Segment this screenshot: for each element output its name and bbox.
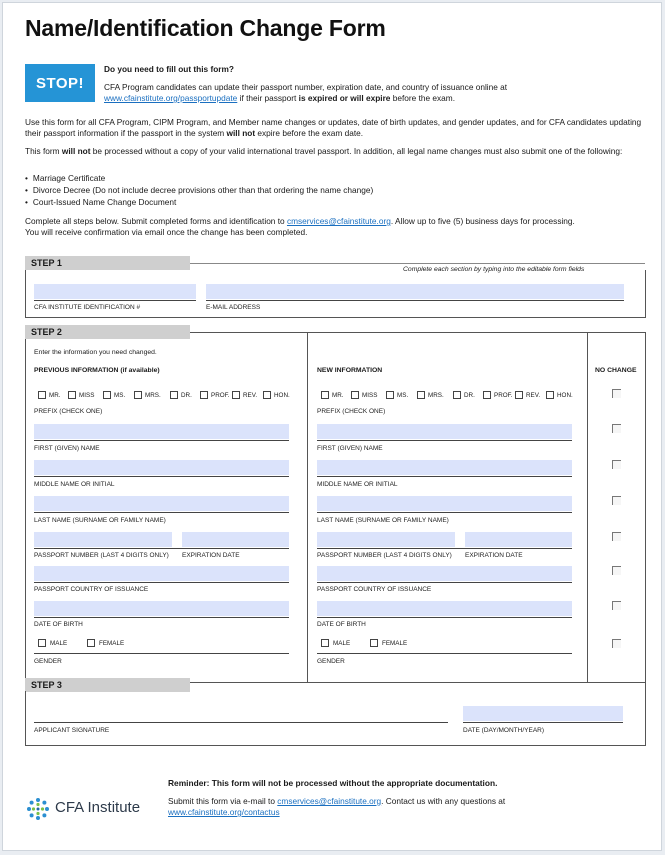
no-change-last-name-checkbox[interactable] [612, 496, 621, 505]
gender-label: GENDER [34, 658, 62, 665]
no-change-passport-checkbox[interactable] [612, 532, 621, 541]
page-title: Name/Identification Change Form [25, 15, 386, 41]
expiration-date-label: EXPIRATION DATE [182, 552, 240, 559]
step2-instruction: Enter the information you need changed. [34, 349, 157, 356]
prefix-label: PREFIX (CHECK ONE) [317, 408, 386, 415]
reminder-text: Reminder: This form will not be processed without the appropriate documentation. [168, 778, 498, 788]
new-prefix-checkbox-hon[interactable] [546, 391, 554, 399]
intro-paragraph-2: This form will not be processed without a copy of your valid international travel passport. In addition, all legal name changes must also submit one of the following: [25, 146, 623, 156]
prev-first-name-input[interactable] [34, 424, 289, 439]
step3-label: STEP 3 [25, 678, 190, 692]
step2-label: STEP 2 [25, 325, 190, 339]
new-middle-name-input[interactable] [317, 460, 572, 475]
bullet-item: • Court-Issued Name Change Document [25, 197, 176, 208]
prefix-option-label: MISS [79, 392, 95, 399]
prev-passport-country-input[interactable] [34, 566, 289, 581]
male-label: MALE [333, 640, 351, 647]
cfa-logo-icon [25, 796, 51, 822]
passport-number-label: PASSPORT NUMBER (LAST 4 DIGITS ONLY) [34, 552, 169, 559]
prefix-option-label: REV. [243, 392, 258, 399]
new-date-of-birth-input[interactable] [317, 601, 572, 616]
new-female-checkbox[interactable] [370, 639, 378, 647]
prev-prefix-checkbox-prof[interactable] [200, 391, 208, 399]
new-prefix-checkbox-mrs[interactable] [417, 391, 425, 399]
passport-update-link[interactable]: www.cfainstitute.org/passportupdate [104, 93, 238, 103]
prev-prefix-checkbox-rev[interactable] [232, 391, 240, 399]
footer-submit-text: Submit this form via e-mail to cmservices@cfainstitute.org. Contact us with any questions at www.cfainstitute.org/contactus [168, 796, 506, 817]
no-change-gender-checkbox[interactable] [612, 639, 621, 648]
prefix-option-label: PROF. [211, 392, 230, 399]
bullet-item: • Divorce Decree (Do not include decree provisions other than that ordering the name change) [25, 185, 373, 196]
cfa-id-input[interactable] [34, 284, 196, 299]
prefix-option-label: MRS. [145, 392, 161, 399]
contact-us-link[interactable]: www.cfainstitute.org/contactus [168, 807, 280, 817]
passport-number-label: PASSPORT NUMBER (LAST 4 DIGITS ONLY) [317, 552, 452, 559]
prefix-option-label: MR. [49, 392, 61, 399]
new-prefix-checkbox-mr[interactable] [321, 391, 329, 399]
prev-prefix-checkbox-ms[interactable] [103, 391, 111, 399]
prev-prefix-checkbox-mrs[interactable] [134, 391, 142, 399]
prev-expiration-date-input[interactable] [182, 532, 289, 547]
no-change-first-name-checkbox[interactable] [612, 424, 621, 433]
gender-label: GENDER [317, 658, 345, 665]
no-change-middle-name-checkbox[interactable] [612, 460, 621, 469]
prefix-option-label: HON. [274, 392, 290, 399]
bullet-item: • Marriage Certificate [25, 173, 105, 184]
no-change-header: NO CHANGE [595, 367, 637, 374]
signature-label: APPLICANT SIGNATURE [34, 727, 110, 734]
prev-last-name-input[interactable] [34, 496, 289, 511]
signature-line[interactable] [34, 722, 448, 723]
prev-prefix-checkbox-dr[interactable] [170, 391, 178, 399]
signature-date-input[interactable] [463, 706, 623, 721]
prefix-option-label: MR. [332, 392, 344, 399]
step1-rule [190, 263, 645, 264]
stop-question: Do you need to fill out this form? [104, 64, 234, 74]
new-male-checkbox[interactable] [321, 639, 329, 647]
prev-prefix-checkbox-hon[interactable] [263, 391, 271, 399]
form-page [2, 2, 662, 851]
new-info-header: NEW INFORMATION [317, 367, 383, 374]
prev-middle-name-input[interactable] [34, 460, 289, 475]
prev-passport-number-input[interactable] [34, 532, 172, 547]
expiration-date-label: EXPIRATION DATE [465, 552, 523, 559]
new-prefix-checkbox-miss[interactable] [351, 391, 359, 399]
male-label: MALE [50, 640, 68, 647]
new-first-name-input[interactable] [317, 424, 572, 439]
prefix-option-label: HON. [557, 392, 573, 399]
intro-paragraph-3: Complete all steps below. Submit completed forms and identification to cmservices@cfainstitute.org. Allow up to five (5) business days for processing. You will receive confirmation via email once the change has been completed. [25, 216, 575, 237]
prefix-option-label: MS. [397, 392, 409, 399]
passport-country-label: PASSPORT COUNTRY OF ISSUANCE [317, 586, 432, 593]
email-label: E-MAIL ADDRESS [206, 304, 261, 311]
last-name-label: LAST NAME (SURNAME OR FAMILY NAME) [34, 517, 166, 524]
prev-prefix-checkbox-miss[interactable] [68, 391, 76, 399]
date-of-birth-label: DATE OF BIRTH [34, 621, 83, 628]
new-expiration-date-input[interactable] [465, 532, 572, 547]
cfa-institute-logo-text: CFA Institute [55, 799, 141, 816]
middle-name-label: MIDDLE NAME OR INITIAL [34, 481, 115, 488]
no-change-country-checkbox[interactable] [612, 566, 621, 575]
new-prefix-checkbox-prof[interactable] [483, 391, 491, 399]
female-label: FEMALE [99, 640, 125, 647]
email-input[interactable] [206, 284, 624, 299]
prefix-label: PREFIX (CHECK ONE) [34, 408, 103, 415]
prefix-option-label: REV. [526, 392, 541, 399]
no-change-dob-checkbox[interactable] [612, 601, 621, 610]
prefix-option-label: DR. [181, 392, 192, 399]
footer-email-link[interactable]: cmservices@cfainstitute.org [277, 796, 382, 806]
stop-text: CFA Program candidates can update their passport number, expiration date, and country of issuance online at www.cfainstitute.org/passportupdate if their passport is expired or will expire before the exam. [104, 82, 508, 103]
first-name-label: FIRST (GIVEN) NAME [34, 445, 100, 452]
no-change-prefix-checkbox[interactable] [612, 389, 621, 398]
middle-name-label: MIDDLE NAME OR INITIAL [317, 481, 398, 488]
date-label: DATE (DAY/MONTH/YEAR) [463, 727, 545, 734]
step1-note: Complete each section by typing into the editable form fields [403, 266, 585, 273]
female-label: FEMALE [382, 640, 408, 647]
prefix-option-label: MS. [114, 392, 126, 399]
last-name-label: LAST NAME (SURNAME OR FAMILY NAME) [317, 517, 449, 524]
previous-info-header: PREVIOUS INFORMATION (if available) [34, 367, 160, 374]
new-last-name-input[interactable] [317, 496, 572, 511]
date-of-birth-label: DATE OF BIRTH [317, 621, 366, 628]
new-passport-number-input[interactable] [317, 532, 455, 547]
new-passport-country-input[interactable] [317, 566, 572, 581]
prefix-option-label: DR. [464, 392, 475, 399]
new-prefix-checkbox-rev[interactable] [515, 391, 523, 399]
prefix-option-label: MRS. [428, 392, 444, 399]
prev-prefix-checkbox-mr[interactable] [38, 391, 46, 399]
first-name-label: FIRST (GIVEN) NAME [317, 445, 383, 452]
prefix-option-label: PROF. [494, 392, 513, 399]
prev-date-of-birth-input[interactable] [34, 601, 289, 616]
step1-label: STEP 1 [25, 256, 190, 270]
prev-female-checkbox[interactable] [87, 639, 95, 647]
intro-paragraph-1: Use this form for all CFA Program, CIPM Program, and Member name changes or updates, date of birth updates, and gender updates, and for CFA candidates updating their passport information if the passport in the system will not expire before the exam date. [25, 117, 642, 138]
passport-country-label: PASSPORT COUNTRY OF ISSUANCE [34, 586, 149, 593]
stop-badge: STOP! [25, 64, 95, 102]
cmservices-email-link[interactable]: cmservices@cfainstitute.org [286, 216, 391, 226]
new-prefix-checkbox-dr[interactable] [453, 391, 461, 399]
new-prefix-checkbox-ms[interactable] [386, 391, 394, 399]
prefix-option-label: MISS [362, 392, 378, 399]
prev-male-checkbox[interactable] [38, 639, 46, 647]
cfa-id-label: CFA INSTITUTE IDENTIFICATION # [34, 304, 141, 311]
